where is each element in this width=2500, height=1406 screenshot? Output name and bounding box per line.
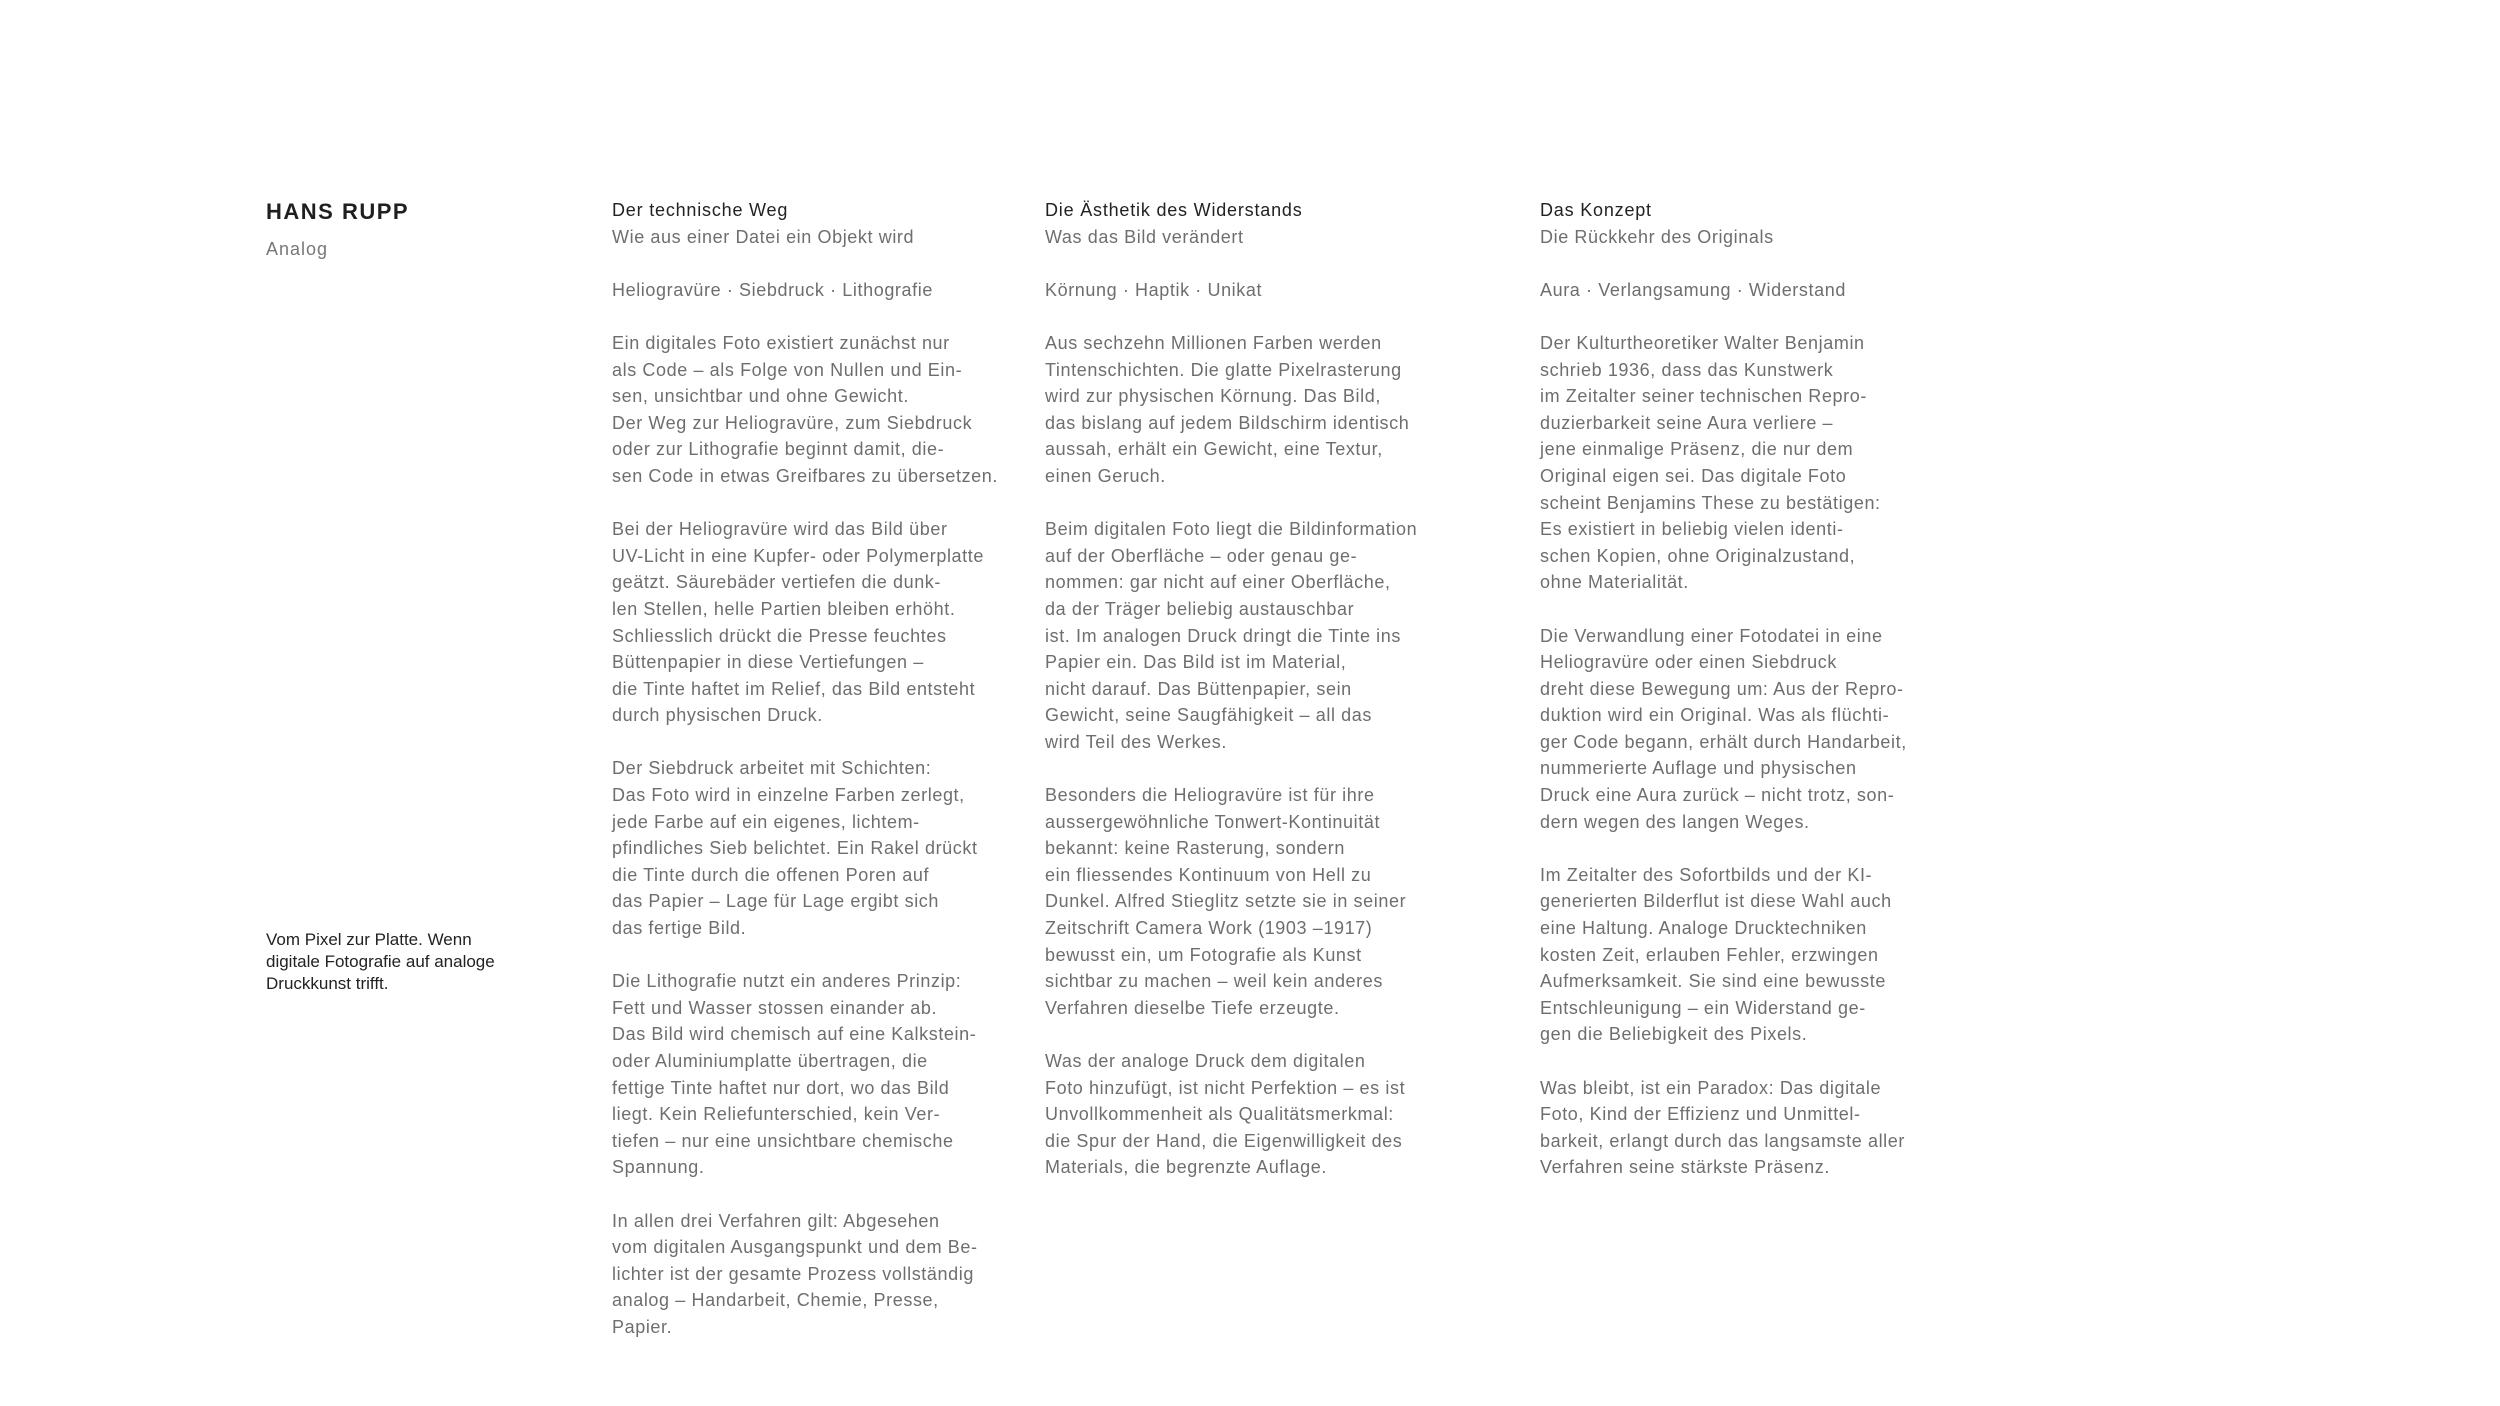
paragraph-line: Die Lithografie nutzt ein anderes Prinzip: bbox=[612, 971, 962, 992]
column-title: Die Ästhetik des Widerstands bbox=[1045, 200, 1303, 220]
paragraph-line: im Zeitalter seiner technischen Repro- bbox=[1540, 386, 1867, 407]
tagline-line: Vom Pixel zur Platte. Wenn bbox=[266, 930, 472, 949]
column-tags: Körnung · Haptik · Unikat bbox=[1045, 279, 1263, 300]
brand-name: HANS RUPP bbox=[266, 199, 410, 224]
paragraph-line: sen, unsichtbar und ohne Gewicht. bbox=[612, 386, 909, 407]
column-tags: Heliogravüre · Siebdruck · Lithografie bbox=[612, 279, 933, 300]
paragraph-line: Aus sechzehn Millionen Farben werden bbox=[1045, 332, 1382, 353]
body-paragraph bbox=[612, 1208, 1032, 1341]
paragraph-line: auf der Oberfläche – oder genau ge- bbox=[1045, 545, 1358, 566]
column-body bbox=[612, 330, 1032, 1341]
paragraph-line: da der Träger beliebig austauschbar bbox=[1045, 598, 1355, 619]
column-title: Der technische Weg bbox=[612, 200, 789, 220]
paragraph-line: Besonders die Heliogravüre ist für ihre bbox=[1045, 785, 1375, 806]
paragraph-line: analog – Handarbeit, Chemie, Presse, bbox=[612, 1290, 939, 1311]
paragraph-line: Entschleunigung – ein Widerstand ge- bbox=[1540, 997, 1866, 1018]
paragraph-line: barkeit, erlangt durch das langsamste aller bbox=[1540, 1130, 1905, 1151]
paragraph-line: das fertige Bild. bbox=[612, 918, 747, 939]
body-paragraph bbox=[1540, 1075, 1970, 1181]
paragraph-line: Original eigen sei. Das digitale Foto bbox=[1540, 465, 1847, 486]
paragraph-line: ger Code begann, erhält durch Handarbeit, bbox=[1540, 731, 1907, 752]
paragraph-line: Zeitschrift Camera Work (1903 –1917) bbox=[1045, 918, 1373, 939]
paragraph-line: Fett und Wasser stossen einander ab. bbox=[612, 997, 938, 1018]
paragraph-line: lichter ist der gesamte Prozess vollständig bbox=[612, 1263, 974, 1284]
paragraph-line: pfindliches Sieb belichtet. Ein Rakel drückt bbox=[612, 838, 978, 859]
paragraph-line: Bei der Heliogravüre wird das Bild über bbox=[612, 519, 948, 540]
body-paragraph bbox=[1045, 1048, 1485, 1181]
body-paragraph bbox=[1045, 782, 1485, 1021]
paragraph-line: jene einmalige Präsenz, die nur dem bbox=[1540, 439, 1854, 460]
paragraph-line: Verfahren dieselbe Tiefe erzeugte. bbox=[1045, 997, 1340, 1018]
paragraph-line: nummerierte Auflage und physischen bbox=[1540, 758, 1857, 779]
paragraph-line: dreht diese Bewegung um: Aus der Repro- bbox=[1540, 678, 1904, 699]
paragraph-line: sen Code in etwas Greifbares zu übersetzen. bbox=[612, 465, 998, 486]
paragraph-line: duktion wird ein Original. Was als flüchti- bbox=[1540, 705, 1890, 726]
paragraph-line: generierten Bilderflut ist diese Wahl auch bbox=[1540, 891, 1892, 912]
paragraph-line: Unvollkommenheit als Qualitätsmerkmal: bbox=[1045, 1104, 1394, 1125]
paragraph-line: wird zur physischen Körnung. Das Bild, bbox=[1045, 386, 1381, 407]
paragraph-line: In allen drei Verfahren gilt: Abgesehen bbox=[612, 1210, 940, 1231]
paragraph-line: Büttenpapier in diese Vertiefungen – bbox=[612, 652, 924, 673]
body-paragraph bbox=[1045, 516, 1485, 755]
column-tags: Aura · Verlangsamung · Widerstand bbox=[1540, 279, 1846, 300]
paragraph-line: Papier. bbox=[612, 1316, 673, 1337]
paragraph-line: Beim digitalen Foto liegt die Bildinformation bbox=[1045, 519, 1418, 540]
paragraph-line: durch physischen Druck. bbox=[612, 705, 823, 726]
column-body bbox=[1045, 330, 1485, 1181]
paragraph-line: Materials, die begrenzte Auflage. bbox=[1045, 1157, 1327, 1178]
paragraph-line: Dunkel. Alfred Stieglitz setzte sie in seiner bbox=[1045, 891, 1407, 912]
paragraph-line: Verfahren seine stärkste Präsenz. bbox=[1540, 1157, 1830, 1178]
body-paragraph bbox=[612, 755, 1032, 941]
paragraph-line: die Tinte durch die offenen Poren auf bbox=[612, 864, 930, 885]
paragraph-line: scheint Benjamins These zu bestätigen: bbox=[1540, 492, 1881, 513]
paragraph-line: oder Aluminiumplatte übertragen, die bbox=[612, 1051, 928, 1071]
paragraph-line: Papier ein. Das Bild ist im Material, bbox=[1045, 652, 1347, 673]
paragraph-line: wird Teil des Werkes. bbox=[1045, 731, 1227, 752]
paragraph-line: vom digitalen Ausgangspunkt und dem Be- bbox=[612, 1237, 978, 1258]
paragraph-line: Das Foto wird in einzelne Farben zerlegt, bbox=[612, 785, 965, 806]
paragraph-line: ist. Im analogen Druck dringt die Tinte ins bbox=[1045, 625, 1401, 646]
paragraph-line: liegt. Kein Reliefunterschied, kein Ver- bbox=[612, 1104, 941, 1125]
body-paragraph bbox=[612, 516, 1032, 729]
paragraph-line: nommen: gar nicht auf einer Oberfläche, bbox=[1045, 572, 1391, 593]
paragraph-line: Foto hinzufügt, ist nicht Perfektion – es ist bbox=[1045, 1077, 1406, 1098]
paragraph-line: eine Haltung. Analoge Drucktechniken bbox=[1540, 918, 1867, 939]
paragraph-line: bewusst ein, um Fotografie als Kunst bbox=[1045, 944, 1362, 965]
paragraph-line: ohne Materialität. bbox=[1540, 572, 1689, 593]
paragraph-line: Foto, Kind der Effizienz und Unmittel- bbox=[1540, 1104, 1861, 1125]
paragraph-line: geätzt. Säurebäder vertiefen die dunk- bbox=[612, 572, 941, 593]
paragraph-line: Aufmerksamkeit. Sie sind eine bewusste bbox=[1540, 971, 1886, 992]
paragraph-line: schen Kopien, ohne Originalzustand, bbox=[1540, 545, 1856, 566]
paragraph-line: gen die Beliebigkeit des Pixels. bbox=[1540, 1024, 1808, 1045]
paragraph-line: Der Kulturtheoretiker Walter Benjamin bbox=[1540, 332, 1865, 353]
brand-subtitle: Analog bbox=[266, 239, 329, 259]
paragraph-line: oder zur Lithografie beginnt damit, die- bbox=[612, 439, 945, 460]
paragraph-line: Druck eine Aura zurück – nicht trotz, son- bbox=[1540, 785, 1895, 806]
tagline bbox=[266, 929, 556, 995]
column-body bbox=[1540, 330, 1970, 1181]
body-paragraph bbox=[612, 968, 1032, 1181]
paragraph-line: kosten Zeit, erlauben Fehler, erzwingen bbox=[1540, 944, 1879, 965]
paragraph-line: Der Siebdruck arbeitet mit Schichten: bbox=[612, 758, 932, 779]
column-concept bbox=[1540, 197, 1970, 1181]
paragraph-line: sichtbar zu machen – weil kein anderes bbox=[1045, 971, 1383, 992]
paragraph-line: Was der analoge Druck dem digitalen bbox=[1045, 1051, 1366, 1071]
paragraph-line: das bislang auf jedem Bildschirm identisch bbox=[1045, 412, 1410, 433]
paragraph-line: Was bleibt, ist ein Paradox: Das digitale bbox=[1540, 1077, 1882, 1098]
paragraph-line: Tintenschichten. Die glatte Pixelrasterung bbox=[1045, 359, 1402, 380]
paragraph-line: aussergewöhnliche Tonwert-Kontinuität bbox=[1045, 811, 1381, 832]
paragraph-line: duzierbarkeit seine Aura verliere – bbox=[1540, 412, 1834, 433]
paragraph-line: Im Zeitalter des Sofortbilds und der KI- bbox=[1540, 864, 1873, 885]
paragraph-line: len Stellen, helle Partien bleiben erhöht. bbox=[612, 598, 956, 619]
column-title: Das Konzept bbox=[1540, 200, 1652, 220]
body-paragraph bbox=[1540, 330, 1970, 596]
paragraph-line: Schliesslich drückt die Presse feuchtes bbox=[612, 625, 947, 646]
paragraph-line: Es existiert in beliebig vielen identi- bbox=[1540, 519, 1844, 540]
column-subtitle: Was das Bild verändert bbox=[1045, 226, 1244, 247]
paragraph-line: Gewicht, seine Saugfähigkeit – all das bbox=[1045, 705, 1372, 726]
paragraph-line: schrieb 1936, dass das Kunstwerk bbox=[1540, 359, 1834, 380]
paragraph-line: dern wegen des langen Weges. bbox=[1540, 811, 1810, 832]
paragraph-line: jede Farbe auf ein eigenes, lichtem- bbox=[612, 811, 920, 832]
paragraph-line: Spannung. bbox=[612, 1157, 705, 1178]
paragraph-line: Die Verwandlung einer Fotodatei in eine bbox=[1540, 625, 1883, 646]
paragraph-line: Ein digitales Foto existiert zunächst nur bbox=[612, 332, 950, 353]
column-subtitle: Wie aus einer Datei ein Objekt wird bbox=[612, 226, 915, 247]
paragraph-line: Der Weg zur Heliogravüre, zum Siebdruck bbox=[612, 412, 973, 433]
paragraph-line: einen Geruch. bbox=[1045, 465, 1166, 486]
tagline-line: Druckkunst trifft. bbox=[266, 974, 389, 993]
paragraph-line: aussah, erhält ein Gewicht, eine Textur, bbox=[1045, 439, 1383, 460]
paragraph-line: die Tinte haftet im Relief, das Bild entsteht bbox=[612, 678, 976, 699]
body-paragraph bbox=[1540, 862, 1970, 1048]
column-subtitle: Die Rückkehr des Originals bbox=[1540, 226, 1774, 247]
paragraph-line: die Spur der Hand, die Eigenwilligkeit des bbox=[1045, 1130, 1403, 1151]
brand-block bbox=[266, 196, 566, 262]
paragraph-line: fettige Tinte haftet nur dort, wo das Bild bbox=[612, 1077, 950, 1098]
paragraph-line: als Code – als Folge von Nullen und Ein- bbox=[612, 359, 963, 380]
body-paragraph bbox=[612, 330, 1032, 490]
paragraph-line: tiefen – nur eine unsichtbare chemische bbox=[612, 1130, 954, 1151]
paragraph-line: Heliogravüre oder einen Siebdruck bbox=[1540, 652, 1837, 673]
body-paragraph bbox=[1540, 623, 1970, 836]
tagline-line: digitale Fotografie auf analoge bbox=[266, 952, 495, 971]
paragraph-line: ein fliessendes Kontinuum von Hell zu bbox=[1045, 864, 1372, 885]
paragraph-line: Das Bild wird chemisch auf eine Kalkstein- bbox=[612, 1024, 977, 1045]
column-aesthetics bbox=[1045, 197, 1485, 1181]
paragraph-line: das Papier – Lage für Lage ergibt sich bbox=[612, 891, 939, 912]
column-technical-way bbox=[612, 197, 1032, 1341]
body-paragraph bbox=[1045, 330, 1485, 490]
paragraph-line: UV-Licht in eine Kupfer- oder Polymerplatte bbox=[612, 545, 984, 566]
paragraph-line: bekannt: keine Rasterung, sondern bbox=[1045, 838, 1345, 859]
paragraph-line: nicht darauf. Das Büttenpapier, sein bbox=[1045, 678, 1352, 699]
